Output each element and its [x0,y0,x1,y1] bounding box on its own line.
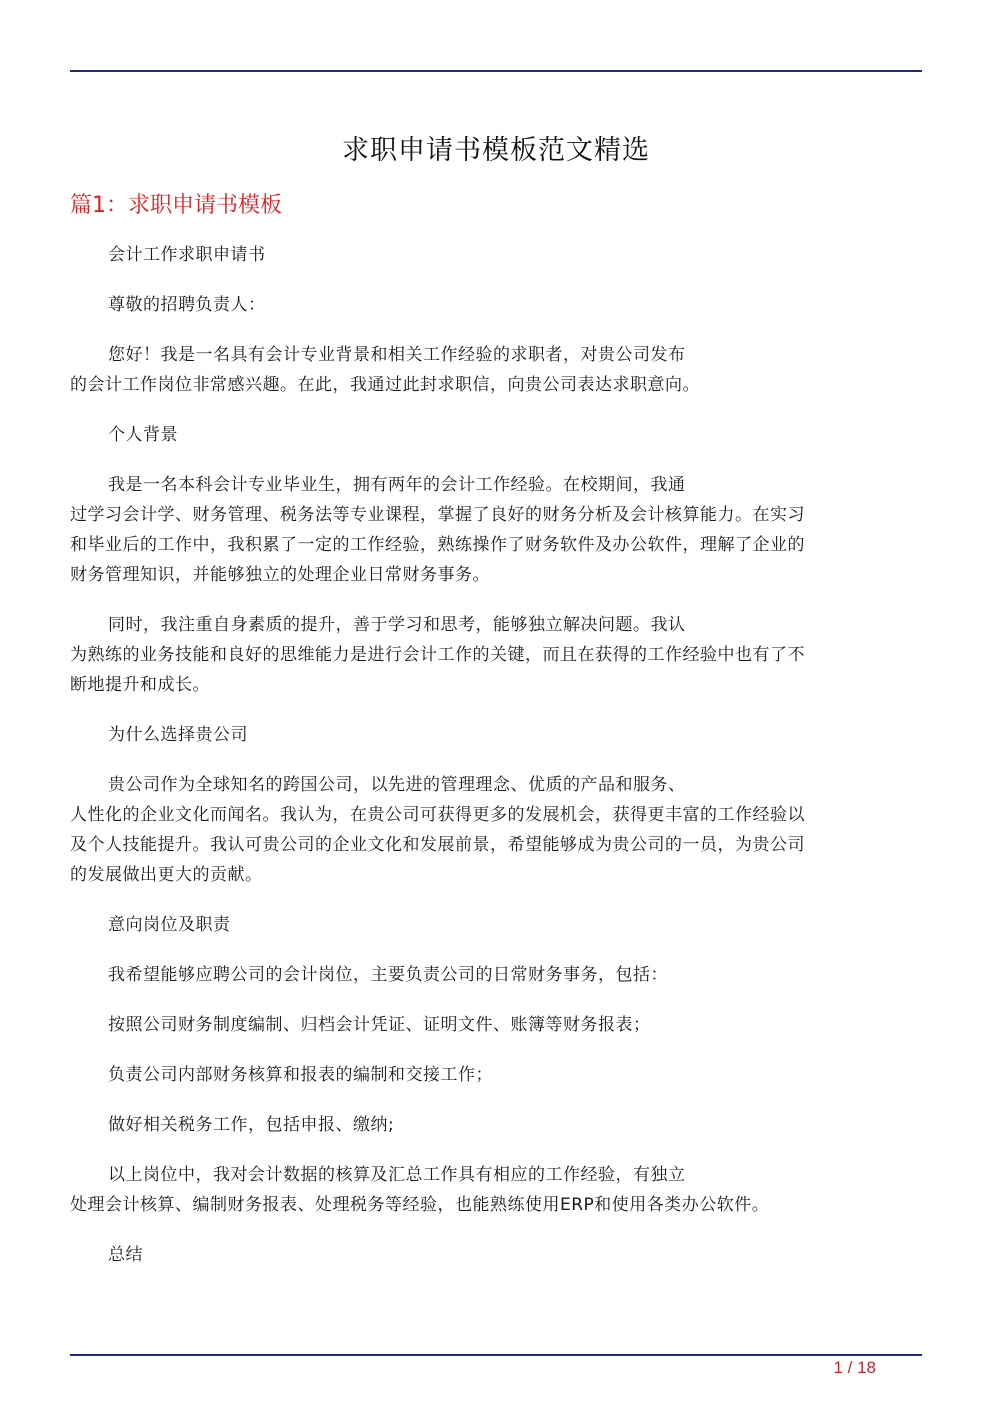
paragraph-line: 人性化的企业文化而闻名。我认为，在贵公司可获得更多的发展机会，获得更丰富的工作经验以 [70,805,805,825]
paragraph-line: 的发展做出更大的贡献。 [70,865,263,885]
paragraph-line: 断地提升和成长。 [70,675,210,695]
paragraph-line: 为熟练的业务技能和良好的思维能力是进行会计工作的关键，而且在获得的工作经验中也有了不 [70,645,805,665]
paragraph-line: 您好！我是一名具有会计专业背景和相关工作经验的求职者，对贵公司发布 [108,345,686,365]
paragraph-line: 负责公司内部财务核算和报表的编制和交接工作； [108,1065,493,1085]
paragraph-line: 会计工作求职申请书 [108,245,266,265]
paragraph-line: 过学习会计学、财务管理、税务法等专业课程，掌握了良好的财务分析及会计核算能力。在实习 [70,505,805,525]
section-heading: 篇1：求职申请书模板 [70,193,282,218]
paragraph [70,420,922,450]
paragraph [70,610,922,700]
paragraph [70,340,922,400]
paragraph-line: 总结 [108,1245,143,1265]
paragraph-line: 同时，我注重自身素质的提升，善于学习和思考，能够独立解决问题。我认 [108,615,686,635]
paragraph-line: 尊敬的招聘负责人： [108,295,266,315]
paragraph [70,290,922,320]
paragraph-line: 贵公司作为全球知名的跨国公司，以先进的管理理念、优质的产品和服务、 [108,775,686,795]
paragraph [70,960,922,990]
paragraph [70,1060,922,1090]
paragraph [70,770,922,890]
paragraph-line: 个人背景 [108,425,178,445]
document-title: 求职申请书模板范文精选 [342,135,650,166]
paragraph-line: 以上岗位中，我对会计数据的核算及汇总工作具有相应的工作经验，有独立 [108,1165,686,1185]
paragraph-line: 我是一名本科会计专业毕业生，拥有两年的会计工作经验。在校期间，我通 [108,475,686,495]
paragraph-line: 的会计工作岗位非常感兴趣。在此，我通过此封求职信，向贵公司表达求职意向。 [70,375,700,395]
footer-rule [70,1354,922,1356]
paragraph-line: 财务管理知识，并能够独立的处理企业日常财务事务。 [70,565,490,585]
paragraph [70,1010,922,1040]
paragraph [70,240,922,270]
page-indicator: 1 / 18 [833,1358,876,1377]
paragraph-line: 我希望能够应聘公司的会计岗位，主要负责公司的日常财务事务，包括： [108,965,668,985]
paragraph-line: 为什么选择贵公司 [108,725,248,745]
paragraph-line: 按照公司财务制度编制、归档会计凭证、证明文件、账簿等财务报表； [108,1015,651,1035]
document-body [70,240,922,1290]
header-rule [70,70,922,72]
paragraph [70,1110,922,1140]
paragraph [70,1240,922,1270]
paragraph-line: 及个人技能提升。我认可贵公司的企业文化和发展前景，希望能够成为贵公司的一员，为贵公司 [70,835,805,855]
paragraph [70,910,922,940]
paragraph-line: 做好相关税务工作，包括申报、缴纳; [108,1115,395,1135]
paragraph-line: 和毕业后的工作中，我积累了一定的工作经验，熟练操作了财务软件及办公软件，理解了企业的 [70,535,805,555]
paragraph-line: 处理会计核算、编制财务报表、处理税务等经验，也能熟练使用ERP和使用各类办公软件。 [70,1195,770,1215]
paragraph-line: 意向岗位及职责 [108,915,231,935]
paragraph [70,1160,922,1220]
paragraph [70,720,922,750]
paragraph [70,470,922,590]
